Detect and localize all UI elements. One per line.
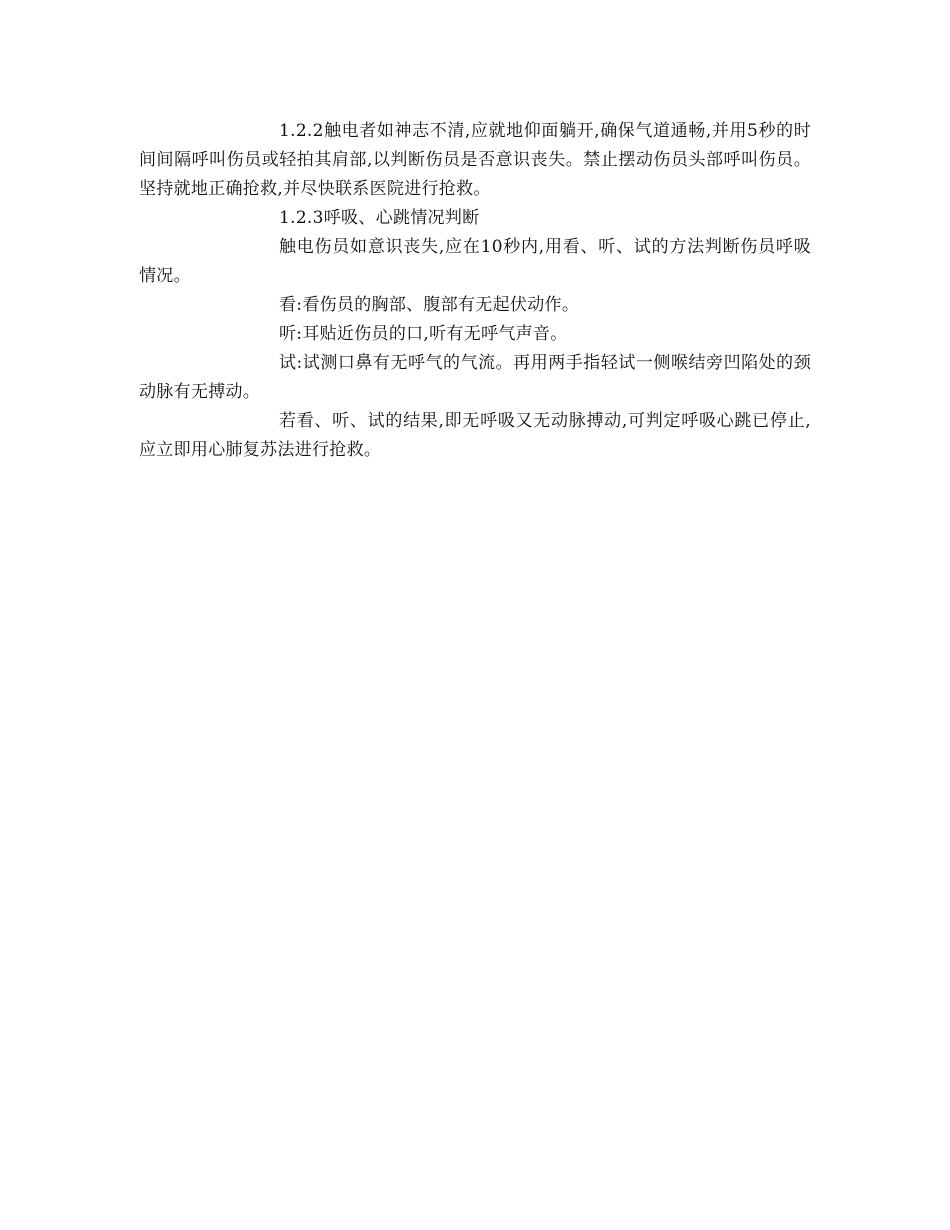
paragraph-conclusion: 若看、听、试的结果,即无呼吸又无动脉搏动,可判定呼吸心跳已停止,应立即用心肺复苏法进行抢救。 xyxy=(139,411,811,460)
paragraph-consciousness: 触电伤员如意识丧失,应在10秒内,用看、听、试的方法判断伤员呼吸情况。 xyxy=(139,237,811,286)
paragraph-1-2-2: 1.2.2触电者如神志不清,应就地仰面躺开,确保气道通畅,并用5秒的时间间隔呼叫伤员或轻拍其肩部,以判断伤员是否意识丧失。禁止摆动伤员头部呼叫伤员。坚持就地正确抢救,并尽快联系医院进行抢救。 xyxy=(139,121,811,199)
document-page xyxy=(139,117,811,465)
paragraph-test: 试:试测口鼻有无呼气的气流。再用两手指轻试一侧喉结旁凹陷处的颈动脉有无搏动。 xyxy=(139,353,811,402)
section-heading-1-2-3: 1.2.3呼吸、心跳情况判断 xyxy=(279,208,480,228)
paragraph-listen: 听:耳贴近伤员的口,听有无呼气声音。 xyxy=(279,324,568,344)
paragraph-look: 看:看伤员的胸部、腹部有无起伏动作。 xyxy=(279,295,580,315)
